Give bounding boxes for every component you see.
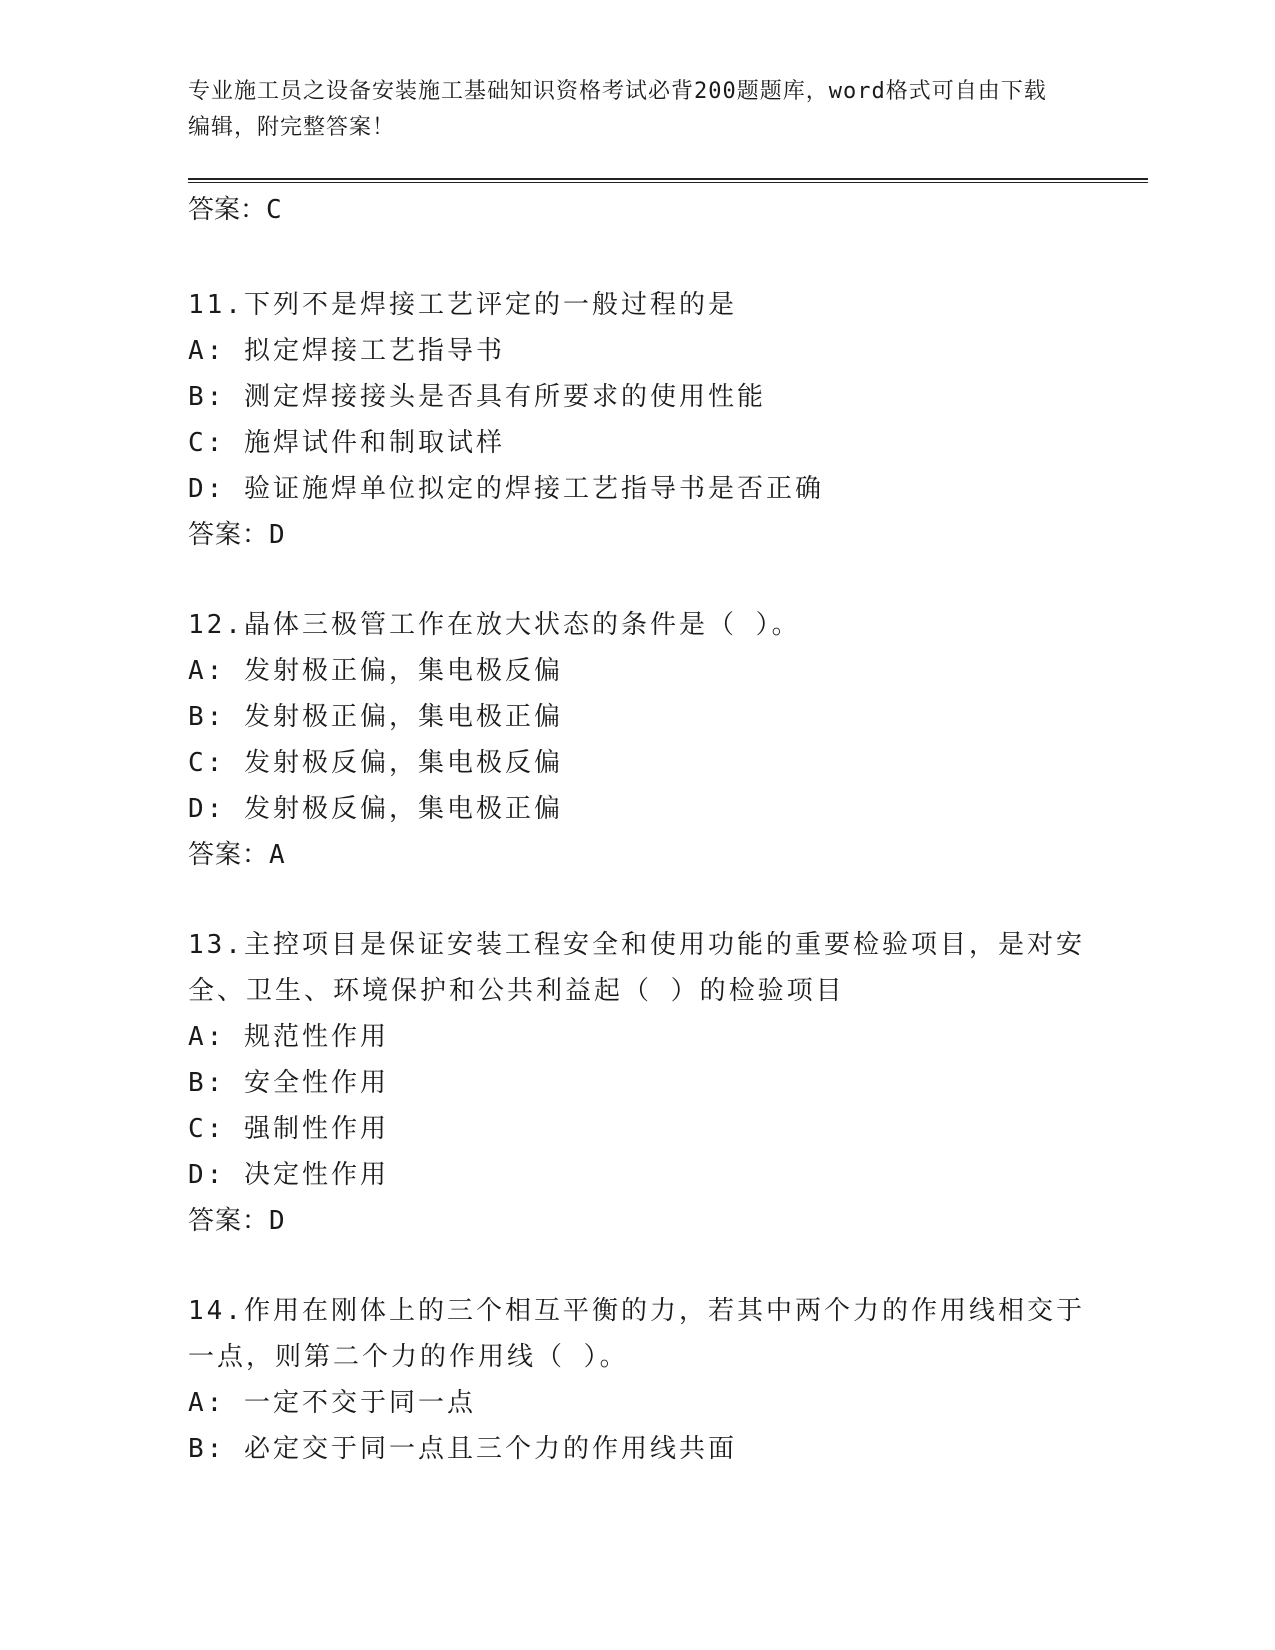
- previous-answer: [188, 192, 282, 228]
- question-text: 14.作用在刚体上的三个相互平衡的力，若其中两个力的作用线相交于一点，则第二个力的作用线（ ）。: [188, 1296, 1085, 1372]
- answer-label: 答案：: [188, 520, 270, 550]
- option-d: D: 验证施焊单位拟定的焊接工艺指导书是否正确: [188, 474, 824, 504]
- question-13: [188, 922, 1088, 1244]
- option-c: C: 发射极反偏，集电极反偏: [188, 748, 563, 778]
- option-a: A: 一定不交于同一点: [188, 1388, 476, 1418]
- answer-label: 答案：: [188, 195, 267, 225]
- question-list: [188, 282, 1088, 1516]
- answer-line: [188, 512, 1088, 558]
- document-header: 专业施工员之设备安装施工基础知识资格考试必背200题题库，word格式可自由下载编辑，附完整答案！: [188, 79, 1047, 140]
- question-14: [188, 1288, 1088, 1472]
- answer-label: 答案：: [188, 840, 270, 870]
- question-text: 13.主控项目是保证安装工程安全和使用功能的重要检验项目，是对安全、卫生、环境保护和公共利益起（ ）的检验项目: [188, 930, 1085, 1006]
- header-divider: [188, 178, 1148, 183]
- option-b: B: 测定焊接接头是否具有所要求的使用性能: [188, 382, 766, 412]
- answer-value: C: [266, 195, 282, 225]
- option-a: A: 发射极正偏，集电极反偏: [188, 656, 563, 686]
- answer-value: A: [269, 840, 286, 870]
- option-a: A: 规范性作用: [188, 1022, 389, 1052]
- question-text: 12.晶体三极管工作在放大状态的条件是（ ）。: [188, 610, 801, 640]
- option-c: C: 强制性作用: [188, 1114, 389, 1144]
- option-a: A: 拟定焊接工艺指导书: [188, 336, 505, 366]
- option-b: B: 发射极正偏，集电极正偏: [188, 702, 563, 732]
- option-c: C: 施焊试件和制取试样: [188, 428, 505, 458]
- answer-line: [188, 832, 1088, 878]
- option-d: D: 决定性作用: [188, 1160, 389, 1190]
- answer-label: 答案：: [188, 1206, 270, 1236]
- answer-value: D: [269, 1206, 286, 1236]
- question-11: [188, 282, 1088, 558]
- answer-value: D: [269, 520, 286, 550]
- question-12: [188, 602, 1088, 878]
- question-text: 11.下列不是焊接工艺评定的一般过程的是: [188, 290, 737, 320]
- option-b: B: 必定交于同一点且三个力的作用线共面: [188, 1434, 737, 1464]
- answer-line: [188, 1198, 1088, 1244]
- option-d: D: 发射极反偏，集电极正偏: [188, 794, 563, 824]
- option-b: B: 安全性作用: [188, 1068, 389, 1098]
